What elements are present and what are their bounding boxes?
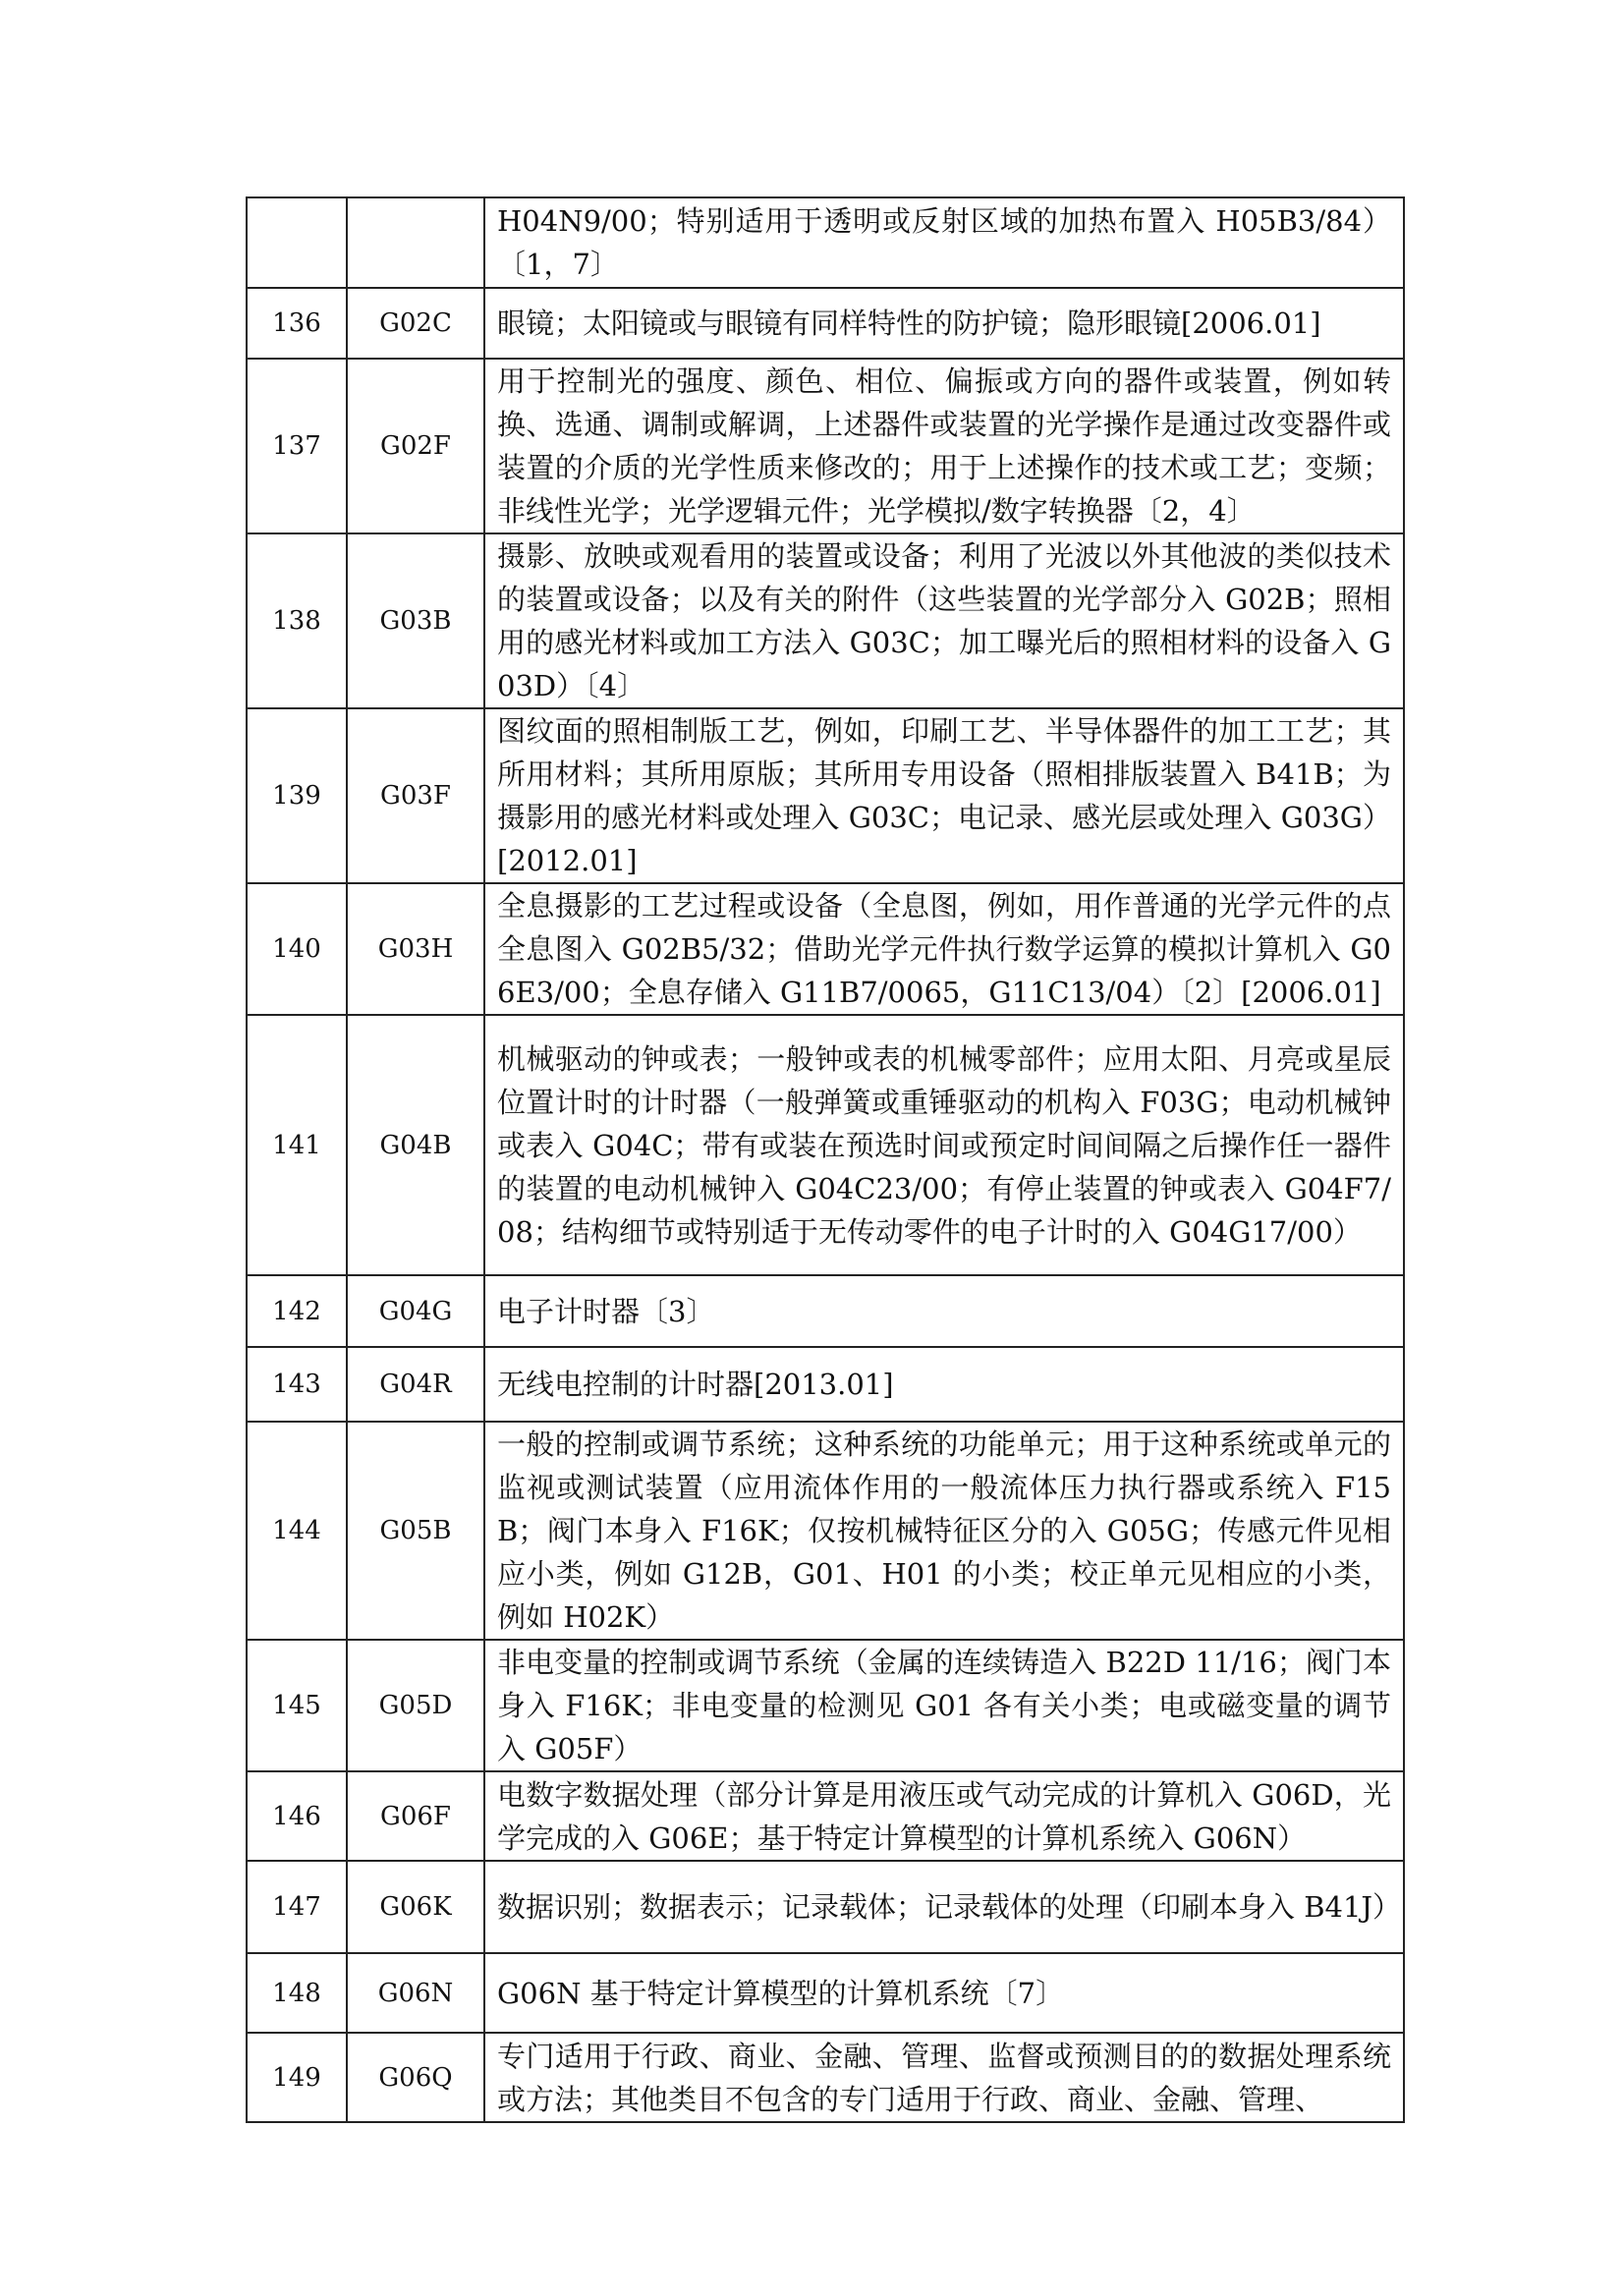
classification-code: G05D bbox=[347, 1640, 484, 1771]
table-row bbox=[247, 197, 1404, 288]
classification-description: 全息摄影的工艺过程或设备（全息图，例如，用作普通的光学元件的点全息图入 G02B5/32；借助光学元件执行数学运算的模拟计算机入 G06E3/00；全息存储入 G11B7/0065，G11C13/04）〔2〕[2006.01] bbox=[484, 883, 1404, 1015]
table-row bbox=[247, 708, 1404, 883]
classification-code: G06N bbox=[347, 1953, 484, 2033]
classification-code: G04R bbox=[347, 1347, 484, 1422]
row-number: 139 bbox=[247, 708, 347, 883]
row-number: 141 bbox=[247, 1015, 347, 1275]
row-number bbox=[247, 197, 347, 288]
row-number: 147 bbox=[247, 1861, 347, 1953]
row-number: 146 bbox=[247, 1771, 347, 1861]
table-row bbox=[247, 1861, 1404, 1953]
table-row bbox=[247, 1347, 1404, 1422]
classification-description: 电子计时器〔3〕 bbox=[484, 1275, 1404, 1347]
classification-code bbox=[347, 197, 484, 288]
row-number: 138 bbox=[247, 533, 347, 708]
row-number: 137 bbox=[247, 359, 347, 533]
table-row bbox=[247, 1771, 1404, 1861]
classification-code: G04B bbox=[347, 1015, 484, 1275]
classification-description: 眼镜；太阳镜或与眼镜有同样特性的防护镜；隐形眼镜[2006.01] bbox=[484, 288, 1404, 359]
row-number: 143 bbox=[247, 1347, 347, 1422]
classification-description: 图纹面的照相制版工艺，例如，印刷工艺、半导体器件的加工工艺；其所用材料；其所用原版；其所用专用设备（照相排版装置入 B41B；为摄影用的感光材料或处理入 G03C；电记录、感光层或处理入 G03G）[2012.01] bbox=[484, 708, 1404, 883]
table-row bbox=[247, 2033, 1404, 2122]
classification-code: G02C bbox=[347, 288, 484, 359]
row-number: 149 bbox=[247, 2033, 347, 2122]
classification-description: 无线电控制的计时器[2013.01] bbox=[484, 1347, 1404, 1422]
classification-description: G06N 基于特定计算模型的计算机系统〔7〕 bbox=[484, 1953, 1404, 2033]
table-row bbox=[247, 883, 1404, 1015]
classification-code: G06Q bbox=[347, 2033, 484, 2122]
table-row bbox=[247, 1015, 1404, 1275]
classification-code: G03H bbox=[347, 883, 484, 1015]
table-row bbox=[247, 1640, 1404, 1771]
ipc-classification-table bbox=[246, 196, 1405, 2123]
classification-code: G03F bbox=[347, 708, 484, 883]
classification-code: G03B bbox=[347, 533, 484, 708]
classification-description: H04N9/00；特别适用于透明或反射区域的加热布置入 H05B3/84）〔1，7〕 bbox=[484, 197, 1404, 288]
classification-description: 专门适用于行政、商业、金融、管理、监督或预测目的的数据处理系统或方法；其他类目不包含的专门适用于行政、商业、金融、管理、 bbox=[484, 2033, 1404, 2122]
table-row bbox=[247, 288, 1404, 359]
table-row bbox=[247, 359, 1404, 533]
classification-description: 机械驱动的钟或表；一般钟或表的机械零部件；应用太阳、月亮或星辰位置计时的计时器（一般弹簧或重锤驱动的机构入 F03G；电动机械钟或表入 G04C；带有或装在预选时间或预定时间间隔之后操作任一器件的装置的电动机械钟入 G04C23/00；有停止装置的钟或表入 G04F7/08；结构细节或特别适于无传动零件的电子计时的入 G04G17/00） bbox=[484, 1015, 1404, 1275]
classification-code: G06F bbox=[347, 1771, 484, 1861]
classification-description: 用于控制光的强度、颜色、相位、偏振或方向的器件或装置，例如转换、选通、调制或解调，上述器件或装置的光学操作是通过改变器件或装置的介质的光学性质来修改的；用于上述操作的技术或工艺；变频；非线性光学；光学逻辑元件；光学模拟/数字转换器〔2，4〕 bbox=[484, 359, 1404, 533]
classification-description: 摄影、放映或观看用的装置或设备；利用了光波以外其他波的类似技术的装置或设备；以及有关的附件（这些装置的光学部分入 G02B；照相用的感光材料或加工方法入 G03C；加工曝光后的照相材料的设备入 G03D）〔4〕 bbox=[484, 533, 1404, 708]
row-number: 144 bbox=[247, 1422, 347, 1640]
row-number: 136 bbox=[247, 288, 347, 359]
table-row bbox=[247, 1953, 1404, 2033]
classification-description: 电数字数据处理（部分计算是用液压或气动完成的计算机入 G06D，光学完成的入 G06E；基于特定计算模型的计算机系统入 G06N） bbox=[484, 1771, 1404, 1861]
row-number: 145 bbox=[247, 1640, 347, 1771]
classification-code: G04G bbox=[347, 1275, 484, 1347]
classification-description: 非电变量的控制或调节系统（金属的连续铸造入 B22D 11/16；阀门本身入 F16K；非电变量的检测见 G01 各有关小类；电或磁变量的调节入 G05F） bbox=[484, 1640, 1404, 1771]
classification-description: 数据识别；数据表示；记录载体；记录载体的处理（印刷本身入 B41J） bbox=[484, 1861, 1404, 1953]
table-row bbox=[247, 533, 1404, 708]
table-body bbox=[247, 197, 1404, 2122]
table-row bbox=[247, 1422, 1404, 1640]
classification-description: 一般的控制或调节系统；这种系统的功能单元；用于这种系统或单元的监视或测试装置（应用流体作用的一般流体压力执行器或系统入 F15B；阀门本身入 F16K；仅按机械特征区分的入 G05G；传感元件见相应小类，例如 G12B，G01、H01 的小类；校正单元见相应的小类，例如 H02K） bbox=[484, 1422, 1404, 1640]
row-number: 148 bbox=[247, 1953, 347, 2033]
table-row bbox=[247, 1275, 1404, 1347]
classification-code: G05B bbox=[347, 1422, 484, 1640]
classification-code: G06K bbox=[347, 1861, 484, 1953]
row-number: 140 bbox=[247, 883, 347, 1015]
row-number: 142 bbox=[247, 1275, 347, 1347]
classification-code: G02F bbox=[347, 359, 484, 533]
